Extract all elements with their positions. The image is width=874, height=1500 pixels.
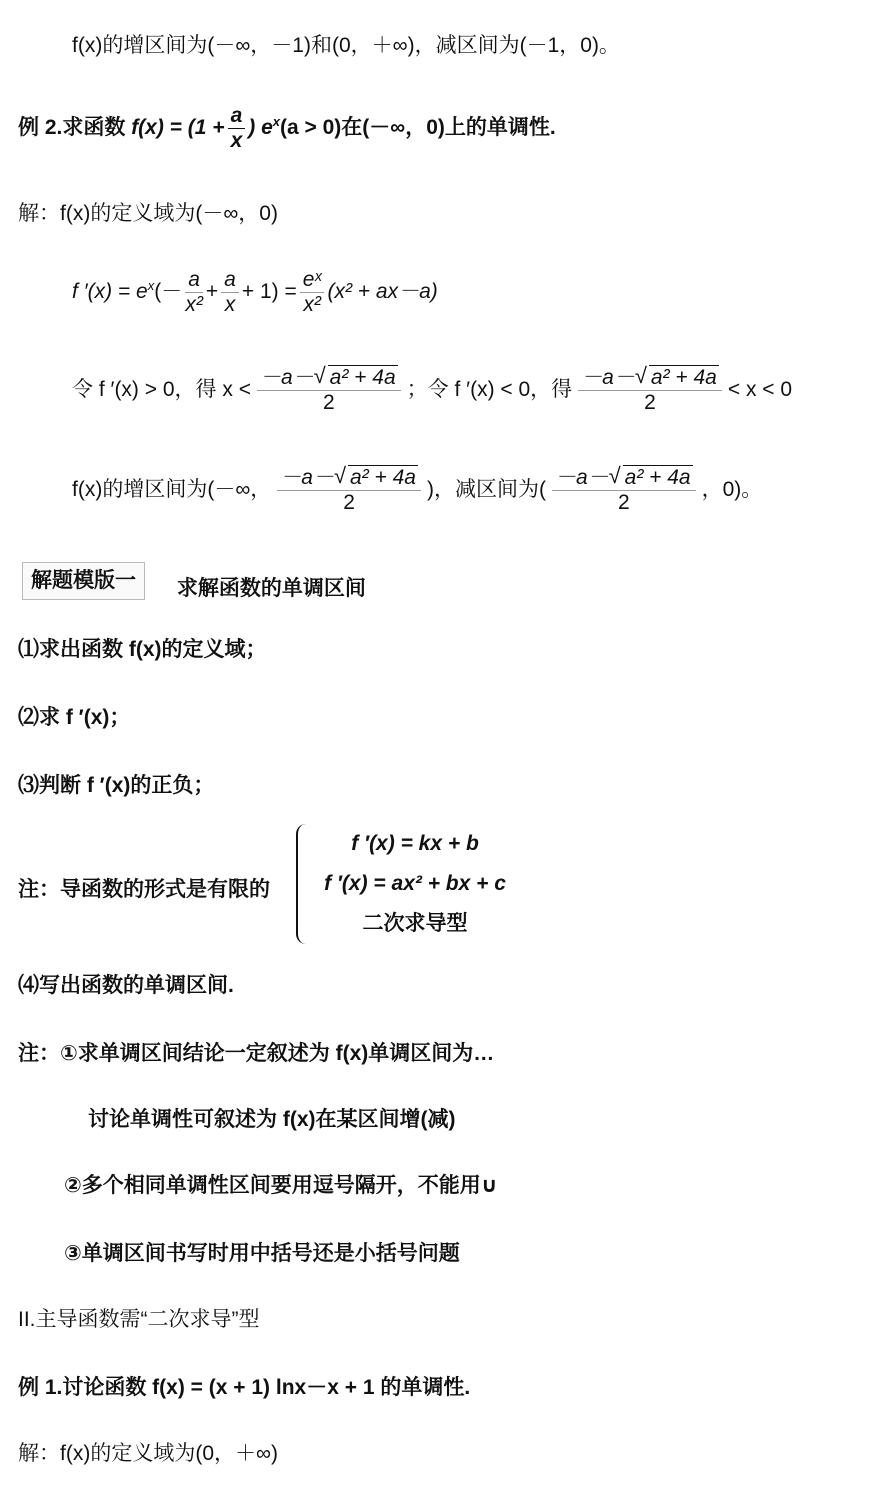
note-2: 注：①求单调区间结论一定叙述为 f(x)单调区间为… (18, 1042, 495, 1065)
example-1-heading: 例 1.讨论函数 f(x) = (x + 1) lnx－x + 1 的单调性. (18, 1376, 471, 1399)
ling-frac-1-num: －a－√ a² + 4a (257, 366, 401, 391)
solution-domain: 解：f(x)的定义域为(－∞，0) (18, 202, 278, 225)
step-2: ⑵求 f ′(x)； (18, 706, 131, 729)
deriv-frac-2 (221, 268, 239, 317)
deriv-frac-3 (300, 268, 325, 317)
inc-frac-2 (552, 466, 696, 515)
deriv-tail: (x² + ax－a) (327, 280, 438, 304)
deriv-frac-1 (185, 268, 203, 317)
note-4: ③单调区间书写时用中括号还是小括号问题 (64, 1242, 460, 1265)
example-2-frac-num: a (228, 104, 246, 129)
ling-1: 令 f ′(x) > 0，得 x < (72, 378, 251, 402)
deriv-frac-3-num: eˣ (300, 268, 325, 293)
example-2-prefix: 例 2.求函数 (18, 116, 132, 140)
inc-tail: ，0)。 (701, 478, 763, 502)
ling-frac-1 (257, 366, 401, 415)
inc-frac-2-den: 2 (617, 491, 630, 514)
inc-frac-1-num: －a－√ a² + 4a (277, 466, 421, 491)
derivative-forms-brace (310, 824, 520, 944)
ling-frac-1-den: 2 (322, 391, 335, 414)
example-2-sup: x (272, 114, 280, 130)
step-4: ⑷写出函数的单调区间. (18, 974, 234, 997)
increase-interval-result: f(x)的增区间为(－∞，－1)和(0，＋∞)，减区间为(－1，0)。 (72, 34, 620, 57)
inc-mid: )，减区间为( (426, 478, 546, 502)
example-2-tail: (a > 0)在(－∞，0)上的单调性. (280, 116, 556, 140)
example-2-frac-den: x (230, 129, 243, 152)
template-title: 求解函数的单调区间 (176, 577, 366, 600)
step-3: ⑶判断 f ′(x)的正负； (18, 774, 215, 797)
brace-item-linear: f ′(x) = kx + b (351, 832, 479, 855)
left-brace (296, 824, 308, 944)
interval-result-line (72, 466, 762, 515)
deriv-left: f ′(x) = e (72, 280, 148, 304)
inc-pre: f(x)的增区间为(－∞， (72, 478, 272, 502)
ling-frac-2 (578, 366, 722, 415)
example-2-fx: f(x) = (1 + (131, 116, 225, 140)
solution-2-domain: 解：f(x)的定义域为(0，＋∞) (18, 1442, 278, 1465)
deriv-frac-1-num: a (185, 268, 203, 293)
ling-frac-2-num: －a－√ a² + 4a (578, 366, 722, 391)
brace-item-second-derivative: 二次求导型 (362, 912, 468, 935)
deriv-frac-1-den: x² (185, 293, 203, 316)
note-2b: 讨论单调性可叙述为 f(x)在某区间增(减) (88, 1108, 456, 1131)
derivative-expression (72, 268, 438, 317)
template-heading (22, 562, 366, 600)
section-2-heading: II.主导函数需“二次求导”型 (18, 1308, 260, 1331)
example-2-fraction (228, 104, 246, 153)
ling-tail: < x < 0 (727, 378, 793, 402)
deriv-frac-2-den: x (224, 293, 236, 316)
inc-frac-1-den: 2 (343, 491, 355, 514)
note-3: ②多个相同单调性区间要用逗号隔开，不能用∪ (64, 1174, 498, 1197)
example-2-rest: ) e (248, 116, 273, 140)
condition-line (72, 366, 792, 415)
template-box-label: 解题模版一 (22, 562, 145, 600)
ling-frac-2-den: 2 (644, 391, 656, 414)
ling-mid: ；令 f ′(x) < 0，得 (406, 378, 573, 402)
note-derivative-forms-label: 注：导函数的形式是有限的 (18, 878, 270, 901)
inc-frac-2-num: －a－√ a² + 4a (552, 466, 696, 491)
deriv-frac-2-num: a (221, 268, 239, 293)
example-2-heading (18, 104, 556, 153)
brace-item-quadratic: f ′(x) = ax² + bx + c (324, 872, 506, 895)
deriv-open: (－ (154, 280, 183, 304)
deriv-plus: + (205, 280, 219, 304)
deriv-sup: x (147, 278, 155, 294)
deriv-plus1: + 1) = (241, 280, 297, 304)
step-1: ⑴求出函数 f(x)的定义域； (18, 638, 267, 661)
deriv-frac-3-den: x² (303, 293, 321, 316)
inc-frac-1 (277, 466, 421, 515)
